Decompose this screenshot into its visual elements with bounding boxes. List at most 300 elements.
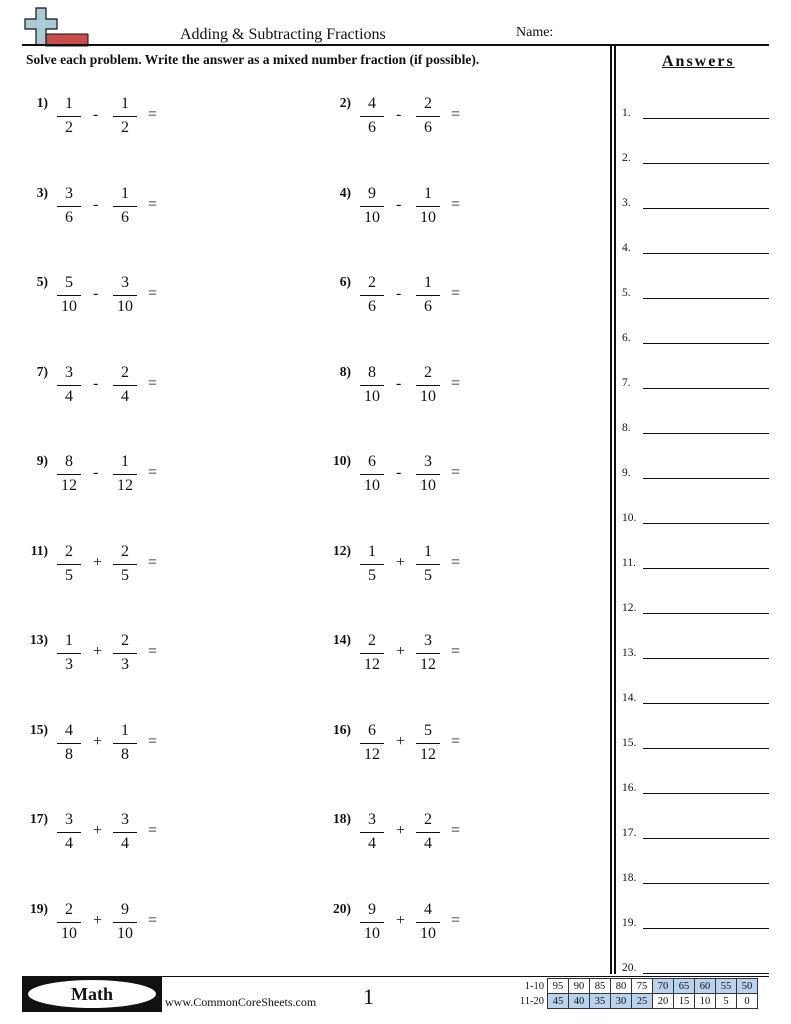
numerator: 5 <box>424 721 432 739</box>
answer-line[interactable] <box>643 658 769 659</box>
score-cell: 5 <box>716 994 737 1009</box>
score-cell: 0 <box>737 994 758 1009</box>
operator: - <box>396 464 402 481</box>
equals-sign: = <box>148 464 158 481</box>
fraction <box>54 632 84 676</box>
operator: + <box>396 553 406 571</box>
fraction-bar <box>416 206 440 207</box>
problem-5 <box>22 274 302 318</box>
answer-line[interactable] <box>643 208 769 209</box>
numerator: 2 <box>424 363 432 381</box>
denominator: 3 <box>121 656 129 673</box>
denominator: 10 <box>420 387 436 405</box>
numerator: 1 <box>121 453 129 470</box>
answer-number: 8. <box>622 422 631 434</box>
problem-number: 19) <box>30 900 48 916</box>
fraction <box>110 543 140 587</box>
problem-18 <box>325 811 605 855</box>
numerator: 3 <box>65 184 73 202</box>
numerator: 5 <box>65 274 73 291</box>
numerator: 3 <box>121 811 129 828</box>
answer-number: 9. <box>622 467 631 479</box>
numerator: 1 <box>121 95 129 112</box>
operator: + <box>396 643 406 660</box>
problem-2 <box>325 95 605 139</box>
fraction <box>413 543 443 587</box>
answer-number: 19. <box>622 917 637 929</box>
equals-sign: = <box>148 822 158 839</box>
fraction <box>110 364 140 408</box>
fraction-bar <box>416 474 440 475</box>
denominator: 8 <box>65 745 73 763</box>
denominator: 12 <box>61 477 77 494</box>
name-label: Name: <box>516 25 554 40</box>
fraction <box>357 453 387 497</box>
denominator: 6 <box>424 119 432 136</box>
score-cell: 25 <box>632 994 653 1009</box>
problem-12 <box>325 543 605 587</box>
fraction <box>54 185 84 229</box>
numerator: 2 <box>121 632 129 649</box>
denominator: 2 <box>65 119 73 136</box>
numerator: 8 <box>368 363 376 381</box>
fraction-bar <box>57 922 81 923</box>
numerator: 1 <box>368 542 376 560</box>
denominator: 4 <box>368 835 376 852</box>
equals-sign: = <box>451 822 461 839</box>
answer-number: 4. <box>622 242 631 254</box>
score-row <box>514 979 758 994</box>
fraction-bar <box>57 832 81 833</box>
answer-number: 2. <box>622 152 631 164</box>
score-cell: 90 <box>569 979 590 994</box>
score-cell: 55 <box>716 979 737 994</box>
fraction <box>357 185 387 229</box>
answer-number: 17. <box>622 827 637 839</box>
equals-sign: = <box>148 285 158 302</box>
denominator: 8 <box>121 745 129 763</box>
answer-line[interactable] <box>643 163 769 164</box>
operator: - <box>93 464 99 481</box>
operator: - <box>93 195 99 213</box>
fraction-bar <box>57 206 81 207</box>
fraction-bar <box>57 385 81 386</box>
operator: - <box>93 374 99 392</box>
problem-17 <box>22 811 302 855</box>
denominator: 6 <box>424 298 432 315</box>
fraction <box>413 453 443 497</box>
score-cell: 30 <box>611 994 632 1009</box>
equals-sign: = <box>451 374 461 392</box>
operator: - <box>396 374 402 392</box>
score-cell: 40 <box>569 994 590 1009</box>
denominator: 10 <box>61 924 77 942</box>
denominator: 6 <box>368 119 376 136</box>
answer-line[interactable] <box>643 883 769 884</box>
score-cell: 70 <box>653 979 674 994</box>
numerator: 1 <box>65 95 73 112</box>
problem-number: 1) <box>36 95 48 110</box>
numerator: 1 <box>424 542 432 560</box>
equals-sign: = <box>451 643 461 660</box>
fraction-bar <box>57 743 81 744</box>
answer-line[interactable] <box>643 748 769 749</box>
problem-number: 18) <box>333 811 351 826</box>
score-cell: 95 <box>548 979 569 994</box>
fraction-bar <box>360 653 384 654</box>
problem-number: 16) <box>333 721 351 737</box>
denominator: 12 <box>364 745 380 763</box>
fraction-bar <box>360 743 384 744</box>
fraction <box>110 632 140 676</box>
denominator: 4 <box>121 387 129 405</box>
fraction-bar <box>360 474 384 475</box>
fraction-bar <box>360 385 384 386</box>
problem-6 <box>325 274 605 318</box>
fraction-bar <box>113 116 137 117</box>
denominator: 10 <box>364 924 380 942</box>
fraction-bar <box>360 922 384 923</box>
numerator: 2 <box>121 363 129 381</box>
equals-sign: = <box>451 195 461 213</box>
math-label: Math <box>28 980 156 1008</box>
problem-16 <box>325 722 605 766</box>
fraction <box>54 364 84 408</box>
fraction-bar <box>416 295 440 296</box>
score-row <box>514 994 758 1009</box>
fraction <box>110 722 140 766</box>
equals-sign: = <box>451 464 461 481</box>
numerator: 9 <box>368 184 376 202</box>
fraction-bar <box>113 653 137 654</box>
instructions: Solve each problem. Write the answer as a mixed number fraction (if possible). <box>26 52 480 67</box>
numerator: 4 <box>65 721 73 739</box>
fraction <box>110 901 140 945</box>
fraction <box>357 274 387 318</box>
answer-line[interactable] <box>643 388 769 389</box>
fraction-bar <box>416 653 440 654</box>
operator: + <box>93 553 103 571</box>
problem-number: 8) <box>339 363 351 379</box>
numerator: 2 <box>65 542 73 560</box>
numerator: 4 <box>368 95 376 112</box>
numerator: 1 <box>121 184 129 202</box>
fraction <box>357 632 387 676</box>
denominator: 5 <box>424 566 432 584</box>
denominator: 6 <box>121 208 129 226</box>
answer-line[interactable] <box>643 523 769 524</box>
fraction-bar <box>113 743 137 744</box>
numerator: 3 <box>65 363 73 381</box>
fraction <box>413 274 443 318</box>
denominator: 6 <box>65 208 73 226</box>
numerator: 3 <box>424 632 432 649</box>
denominator: 4 <box>121 835 129 852</box>
fraction <box>110 453 140 497</box>
operator: + <box>396 911 406 929</box>
fraction-bar <box>113 385 137 386</box>
fraction-bar <box>360 116 384 117</box>
fraction-bar <box>360 206 384 207</box>
operator: + <box>396 732 406 750</box>
page-number: 1 <box>363 984 374 1009</box>
score-table <box>514 978 758 1009</box>
answer-number: 7. <box>622 377 631 389</box>
fraction-bar <box>57 474 81 475</box>
denominator: 10 <box>364 208 380 226</box>
answer-number: 10. <box>622 512 637 524</box>
denominator: 5 <box>65 566 73 584</box>
numerator: 3 <box>368 811 376 828</box>
answer-number: 6. <box>622 332 631 344</box>
score-cell: 80 <box>611 979 632 994</box>
numerator: 2 <box>368 632 376 649</box>
fraction <box>357 811 387 855</box>
denominator: 10 <box>364 477 380 494</box>
problem-10 <box>325 453 605 497</box>
fraction-bar <box>416 743 440 744</box>
answer-line[interactable] <box>643 793 769 794</box>
denominator: 10 <box>61 298 77 315</box>
numerator: 1 <box>65 632 73 649</box>
numerator: 6 <box>368 721 376 739</box>
fraction-bar <box>416 832 440 833</box>
fraction <box>357 364 387 408</box>
equals-sign: = <box>148 195 158 213</box>
score-row-label: 11-20 <box>519 995 544 1007</box>
numerator: 2 <box>368 274 376 291</box>
problem-number: 9) <box>36 453 48 468</box>
answer-number: 20. <box>622 962 637 974</box>
fraction <box>413 364 443 408</box>
fraction-bar <box>57 653 81 654</box>
answer-number: 16. <box>622 782 637 794</box>
fraction <box>54 722 84 766</box>
denominator: 4 <box>424 835 432 852</box>
problem-1 <box>22 95 302 139</box>
fraction-bar <box>57 564 81 565</box>
fraction-bar <box>360 832 384 833</box>
problem-9 <box>22 453 302 497</box>
answer-number: 15. <box>622 737 637 749</box>
operator: + <box>93 732 103 750</box>
score-cell: 35 <box>590 994 611 1009</box>
answer-line[interactable] <box>643 253 769 254</box>
problem-4 <box>325 185 605 229</box>
fraction <box>110 811 140 855</box>
fraction <box>110 185 140 229</box>
denominator: 10 <box>117 924 133 942</box>
problem-number: 10) <box>333 453 351 468</box>
fraction <box>413 95 443 139</box>
equals-sign: = <box>148 553 158 571</box>
denominator: 2 <box>121 119 129 136</box>
answer-line[interactable] <box>643 343 769 344</box>
problem-14 <box>325 632 605 676</box>
score-cell: 45 <box>548 994 569 1009</box>
score-cell: 50 <box>737 979 758 994</box>
problem-8 <box>325 364 605 408</box>
equals-sign: = <box>451 732 461 750</box>
answer-number: 5. <box>622 287 631 299</box>
fraction-bar <box>416 116 440 117</box>
problem-number: 11) <box>30 542 48 558</box>
operator: + <box>93 822 103 839</box>
problem-3 <box>22 185 302 229</box>
denominator: 12 <box>117 477 133 494</box>
denominator: 10 <box>420 208 436 226</box>
problem-number: 12) <box>333 542 351 558</box>
denominator: 4 <box>65 387 73 405</box>
header-rule <box>22 44 769 46</box>
denominator: 6 <box>368 298 376 315</box>
fraction <box>54 901 84 945</box>
problem-number: 14) <box>333 632 351 647</box>
denominator: 12 <box>420 745 436 763</box>
fraction <box>413 722 443 766</box>
numerator: 3 <box>121 274 129 291</box>
answer-number: 3. <box>622 197 631 209</box>
operator: - <box>396 106 402 123</box>
denominator: 5 <box>121 566 129 584</box>
problem-number: 7) <box>36 363 48 379</box>
score-cell: 60 <box>695 979 716 994</box>
numerator: 8 <box>65 453 73 470</box>
answer-number: 13. <box>622 647 637 659</box>
fraction <box>357 95 387 139</box>
answer-line[interactable] <box>643 973 769 974</box>
answer-line[interactable] <box>643 838 769 839</box>
denominator: 10 <box>364 387 380 405</box>
fraction <box>54 95 84 139</box>
numerator: 1 <box>121 721 129 739</box>
worksheet-title: Adding & Subtracting Fractions <box>180 26 386 43</box>
fraction <box>110 95 140 139</box>
problem-number: 2) <box>339 95 351 110</box>
fraction <box>413 185 443 229</box>
score-cell: 85 <box>590 979 611 994</box>
problem-20 <box>325 901 605 945</box>
problem-number: 5) <box>36 274 48 289</box>
operator: - <box>93 285 99 302</box>
numerator: 3 <box>424 453 432 470</box>
answer-line[interactable] <box>643 928 769 929</box>
answer-number: 11. <box>622 557 636 569</box>
answer-line[interactable] <box>643 298 769 299</box>
equals-sign: = <box>148 643 158 660</box>
fraction <box>357 722 387 766</box>
problem-number: 6) <box>339 274 351 289</box>
score-row-label: 1-10 <box>524 980 544 992</box>
fraction <box>54 543 84 587</box>
denominator: 4 <box>65 835 73 852</box>
equals-sign: = <box>451 106 461 123</box>
answer-number: 12. <box>622 602 637 614</box>
fraction-bar <box>113 922 137 923</box>
equals-sign: = <box>451 285 461 302</box>
fraction-bar <box>113 474 137 475</box>
fraction <box>110 274 140 318</box>
fraction <box>357 901 387 945</box>
answer-line[interactable] <box>643 568 769 569</box>
fraction-bar <box>113 564 137 565</box>
operator: - <box>396 195 402 213</box>
fraction-bar <box>360 295 384 296</box>
fraction <box>54 811 84 855</box>
fraction-bar <box>113 832 137 833</box>
numerator: 6 <box>368 453 376 470</box>
score-cell: 20 <box>653 994 674 1009</box>
fraction <box>413 811 443 855</box>
answer-number: 1. <box>622 107 631 119</box>
problem-number: 4) <box>339 184 351 200</box>
problem-number: 20) <box>333 900 351 916</box>
fraction-bar <box>416 922 440 923</box>
plus-minus-logo-icon <box>22 6 90 48</box>
denominator: 3 <box>65 656 73 673</box>
fraction-bar <box>360 564 384 565</box>
site-url: www.CommonCoreSheets.com <box>165 995 317 1009</box>
problem-15 <box>22 722 302 766</box>
numerator: 4 <box>424 900 432 918</box>
problem-number: 13) <box>30 632 48 647</box>
equals-sign: = <box>148 911 158 929</box>
fraction <box>413 632 443 676</box>
numerator: 2 <box>424 95 432 112</box>
numerator: 3 <box>65 811 73 828</box>
fraction-bar <box>57 116 81 117</box>
answers-title: Answers <box>662 53 735 70</box>
denominator: 10 <box>420 924 436 942</box>
fraction-bar <box>113 295 137 296</box>
equals-sign: = <box>148 732 158 750</box>
fraction <box>54 453 84 497</box>
fraction-bar <box>57 295 81 296</box>
problem-13 <box>22 632 302 676</box>
answer-number: 14. <box>622 692 637 704</box>
answer-divider-left <box>610 46 612 974</box>
equals-sign: = <box>148 374 158 392</box>
equals-sign: = <box>451 911 461 929</box>
fraction <box>54 274 84 318</box>
fraction <box>357 543 387 587</box>
answer-line[interactable] <box>643 433 769 434</box>
numerator: 2 <box>424 811 432 828</box>
answer-divider-right <box>614 46 616 974</box>
operator: - <box>93 106 99 123</box>
denominator: 10 <box>420 477 436 494</box>
score-cell: 75 <box>632 979 653 994</box>
operator: + <box>93 911 103 929</box>
equals-sign: = <box>451 553 461 571</box>
fraction <box>413 901 443 945</box>
numerator: 9 <box>368 900 376 918</box>
answer-line[interactable] <box>643 613 769 614</box>
operator: + <box>396 822 406 839</box>
denominator: 5 <box>368 566 376 584</box>
answer-line[interactable] <box>643 703 769 704</box>
numerator: 9 <box>121 900 129 918</box>
answer-line[interactable] <box>643 118 769 119</box>
answer-line[interactable] <box>643 478 769 479</box>
fraction-bar <box>416 564 440 565</box>
numerator: 2 <box>65 900 73 918</box>
problem-number: 3) <box>36 184 48 200</box>
operator: - <box>396 285 402 302</box>
problem-19 <box>22 901 302 945</box>
fraction-bar <box>416 385 440 386</box>
answer-number: 18. <box>622 872 637 884</box>
